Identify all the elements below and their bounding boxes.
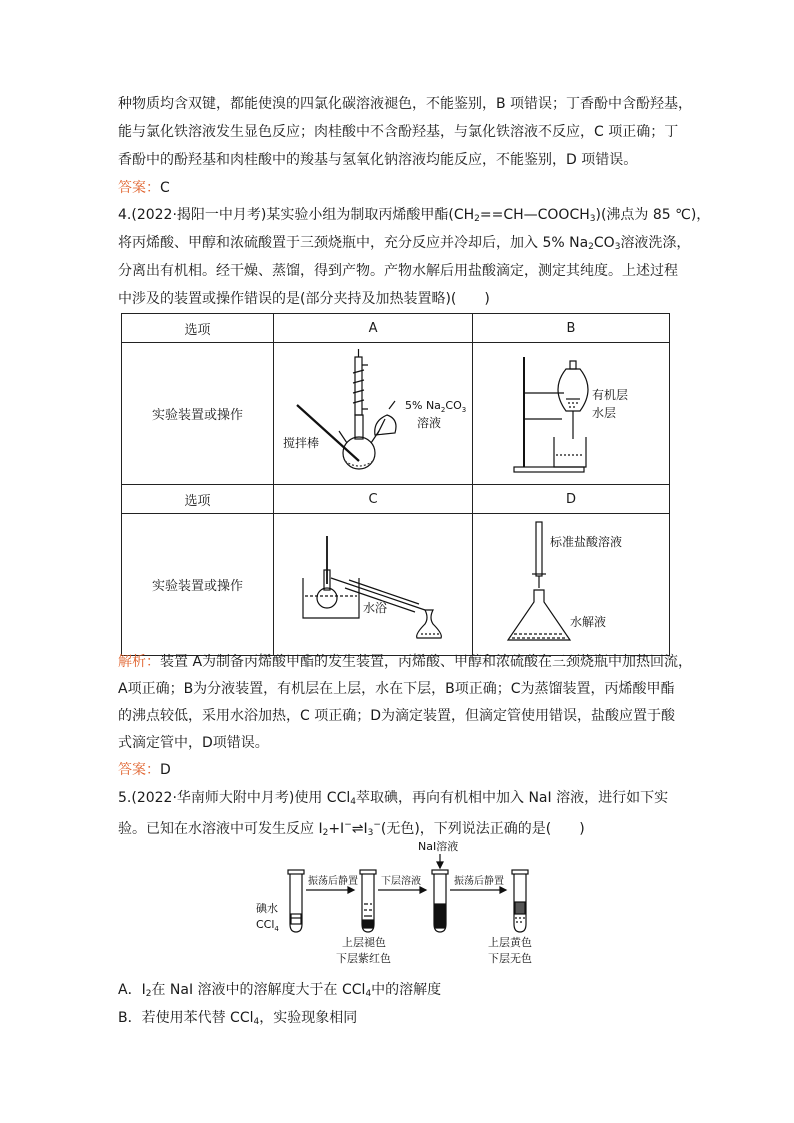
option-text: B．若使用苯代替 CCl (118, 1010, 254, 1026)
answer-value: C (160, 180, 170, 196)
subscript: 3 (461, 406, 467, 414)
q5-line-2 (118, 815, 585, 843)
header-cell-c: C (274, 485, 473, 514)
options-table (121, 313, 670, 656)
analysis-line-3: 的沸点较低，采用水浴加热，C 项正确；D为滴定装置，但滴定管使用错误，盐酸应置于酸 (118, 708, 676, 724)
result-1-bottom: 下层紫红色 (336, 952, 391, 965)
analysis-line-1 (118, 652, 692, 672)
svg-text:5% Na2CO3 (405, 399, 466, 414)
subscript: 4 (365, 989, 372, 999)
q4-line-2 (118, 233, 690, 257)
q5-line-1 (118, 788, 668, 812)
analysis-line-2: A项正确；B为分液装置，有机层在上层，水在下层，B项正确；C为蒸馏装置，丙烯酸甲酯 (118, 681, 675, 697)
stirring-rod-label: 搅拌棒 (283, 436, 320, 450)
three-neck-flask-diagram (275, 343, 471, 480)
header-cell-d: D (473, 485, 670, 514)
subscript: 4 (350, 797, 356, 807)
apparatus-d (473, 514, 670, 656)
result-2-bottom: 下层无色 (488, 952, 532, 965)
header-cell-a: A (274, 314, 473, 343)
step-3-label: 振荡后静置 (454, 876, 504, 887)
step-1-label: 振荡后静置 (308, 876, 358, 887)
subscript: 3 (614, 242, 621, 252)
apparatus-b (473, 343, 670, 485)
solution-label: CO (445, 399, 462, 412)
header-cell: 选项 (122, 485, 274, 514)
q4-text: 将丙烯酸、甲醇和浓硫酸置于三颈烧瓶中，充分反应并冷却后，加入 5% Na (118, 235, 589, 251)
option-text: ，实验现象相同 (259, 1010, 358, 1026)
q5-text: (无色)，下列说法正确的是( ) (380, 821, 585, 837)
subscript: 2 (474, 214, 480, 224)
option-a (118, 980, 441, 1004)
analysis-text: 装置 A为制备丙烯酸甲酯的发生装置，丙烯酸、甲醇和浓硫酸在三颈烧瓶中加热回流， (160, 654, 693, 670)
answer-label: 答案： (118, 762, 160, 778)
step-2-label: 下层溶液 (381, 876, 421, 887)
paragraph-line: 香酚中的酚羟基和肉桂酸中的羧基与氢氧化钠溶液均能反应，不能鉴别，D 项错误。 (118, 152, 638, 168)
q5-text: 验。已知在水溶液中可发生反应 I (118, 821, 323, 837)
superscript: − (373, 820, 381, 830)
q4-line-3: 分离出有机相。经干燥、蒸馏，得到产物。产物水解后用盐酸滴定，测定其纯度。上述过程 (118, 263, 678, 279)
svg-text:CCl4 (256, 918, 279, 933)
answer-4 (118, 760, 171, 780)
answer-3 (118, 178, 170, 198)
apparatus-a (274, 343, 473, 485)
extraction-flow-diagram (250, 840, 560, 970)
q4-text: 4.(2022·揭阳一中月考)某实验小组为制取丙烯酸甲酯(CH (118, 207, 475, 223)
paragraph-line: 种物质均含双键，都能使溴的四氯化碳溶液褪色，不能鉴别，B 项错误；丁香酚中含酚羟基， (118, 96, 693, 112)
result-2-top: 上层黄色 (488, 936, 532, 949)
option-text: A．I (118, 982, 146, 998)
nai-label: NaI溶液 (418, 840, 459, 853)
paragraph-line: 能与氯化铁溶液发生显色反应；肉桂酸中不含酚羟基，与氯化铁溶液不反应，C 项正确；丁 (118, 124, 679, 140)
subscript: 2 (322, 828, 329, 838)
subscript: 2 (588, 242, 594, 252)
row-label: 实验装置或操作 (122, 514, 274, 656)
q4-line-4: 中涉及的装置或操作错误的是(部分夹持及加热装置略)( ) (118, 291, 490, 307)
titration-diagram (474, 514, 668, 651)
q4-text: )(沸点为 85 ℃)， (595, 207, 711, 223)
q4-text: 溶液洗涤， (620, 235, 691, 251)
distillation-diagram (275, 514, 471, 651)
q5-text: 萃取碘，再向有机相中加入 NaI 溶液，进行如下实 (356, 790, 669, 806)
subscript: 3 (589, 214, 596, 224)
separatory-funnel-diagram (474, 343, 668, 480)
analysis-label: 解析： (118, 654, 160, 670)
subscript: 2 (440, 406, 446, 414)
answer-label: 答案： (118, 180, 160, 196)
solution-label: 溶液 (417, 416, 442, 430)
q5-text: 5.(2022·华南师大附中月考)使用 CCl (118, 790, 351, 806)
analysis-line-4: 式滴定管中，D项错误。 (118, 735, 269, 751)
hydrolysate-label: 水解液 (570, 615, 607, 629)
row-label: 实验装置或操作 (122, 343, 274, 485)
standard-acid-label: 标准盐酸溶液 (550, 535, 623, 549)
organic-layer-label: 有机层 (592, 388, 629, 402)
q5-text: ⇌I (351, 821, 368, 837)
header-cell: 选项 (122, 314, 274, 343)
q5-text: +I (328, 821, 345, 837)
subscript: 4 (253, 1017, 260, 1027)
option-b (118, 1008, 357, 1032)
water-layer-label: 水层 (592, 406, 617, 420)
iodine-water-label: 碘水 (256, 902, 278, 915)
subscript: 2 (145, 989, 152, 999)
apparatus-c (274, 514, 473, 656)
water-bath-label: 水浴 (363, 601, 388, 615)
subscript: 3 (367, 828, 374, 838)
option-text: 中的溶解度 (371, 982, 442, 998)
superscript: − (344, 820, 352, 830)
option-text: 在 NaI 溶液中的溶解度大于在 CCl (151, 982, 366, 998)
result-1-top: 上层褪色 (342, 936, 386, 949)
ccl4-label: CCl (256, 918, 275, 931)
answer-value: D (160, 762, 171, 778)
q4-text: ==CH—COOCH (479, 207, 590, 223)
subscript: 4 (274, 925, 279, 933)
solution-label: 5% Na (405, 399, 441, 412)
q4-line-1 (118, 205, 710, 229)
header-cell-b: B (473, 314, 670, 343)
q4-text: CO (593, 235, 615, 251)
